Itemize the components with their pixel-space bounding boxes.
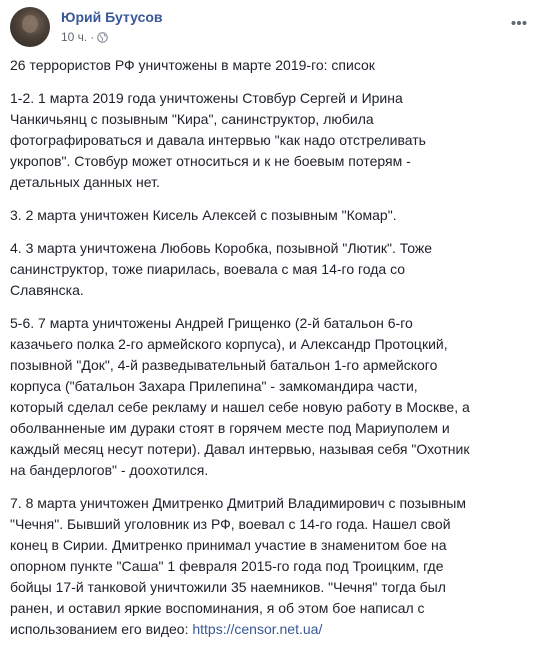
globe-icon[interactable] [97,32,108,43]
censor-link[interactable]: https://censor.net.ua/ [192,621,323,637]
post-paragraph: 4. 3 марта уничтожена Любовь Коробка, позывной "Лютик". Тоже санинструктор, тоже пиарилась, воевала с мая 14-го года со Славянска. [10,240,433,298]
author-name-link[interactable]: Юрий Бутусов [61,9,163,25]
post-timestamp[interactable]: 10 ч. [61,30,88,44]
post-body [10,55,532,652]
post-header [10,7,531,47]
ellipsis-icon[interactable] [511,13,527,19]
post-title: 26 террористов РФ уничтожены в марте 2019-го: список [10,57,375,73]
author-avatar[interactable] [10,7,50,47]
post-paragraph-text: 7. 8 марта уничтожен Дмитренко Дмитрий Владимирович с позывным "Чечня". Бывший уголовник из РФ, воевал с 14-го года. Нашел свой конец в Сирии. Дмитренко принимал участие в знаменитом бое на опорном пункте "Саша" 1 февраля 2015-го года под Троицким, где бойцы 17-й танковой уничтожили 35 наемников. "Чечня" тогда был ранен, и оставил яркие воспоминания, я об этом бое написал с использованием его видео: [10,495,466,637]
post-paragraph: 3. 2 марта уничтожен Кисель Алексей с позывным "Комар". [10,207,397,223]
post-paragraph: 5-6. 7 марта уничтожены Андрей Грищенко (2-й батальон 6-го казачьего полка 2-го армейского корпуса), и Александр Протоцкий, позывной "Док", 4-й разведывательный батальон 1-го армейского корпуса ("батальон Захара Прилепина" - замкомандира части, который сделал себе рекламу и нашел себе новую работу в Москве, а oболванненые им дураки стоят в горячем месте под Мариуполем и каждый месяц несут потери). Давал интервью, называя себя "Охотник на бандерлогов" - доохотился. [10,315,470,478]
meta-separator: · [90,30,95,44]
post-paragraph: 1-2. 1 марта 2019 года уничтожены Стовбур Сергей и Ирина Чанкичьянц с позывным "Кира", санинструктор, любила фотографироваться и давала интервью "как надо отстреливать укропов". Стовбур может относиться и к не боевым потерям - детальных данных нет. [10,90,426,190]
post-paragraph-last [10,493,532,640]
post-meta [61,30,108,44]
